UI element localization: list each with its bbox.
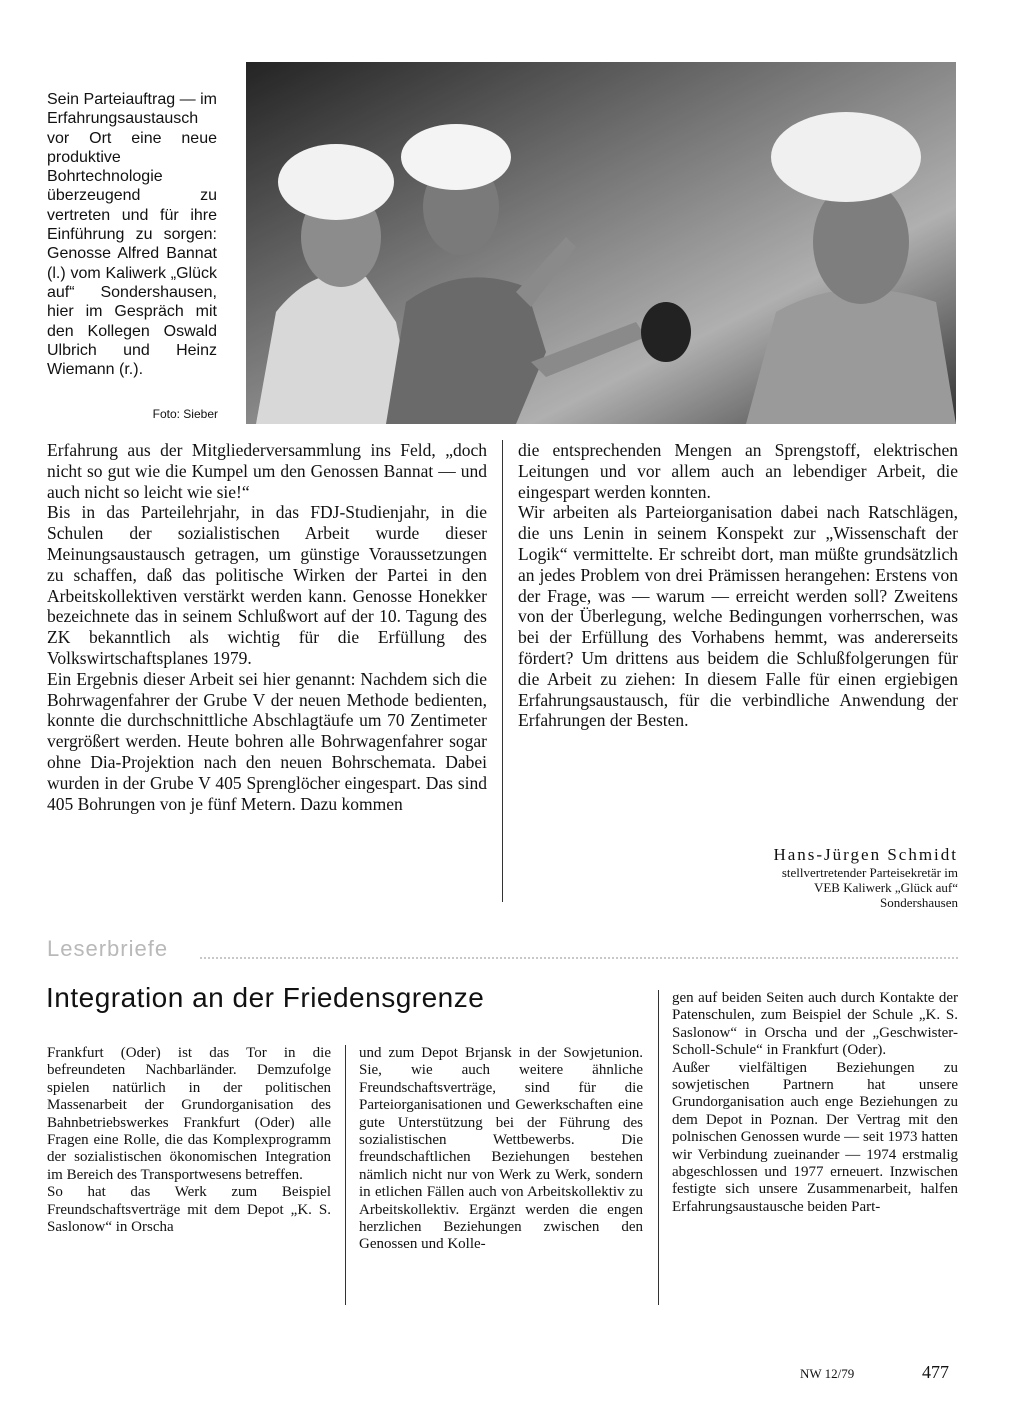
author-block <box>600 845 958 910</box>
section-rule <box>200 957 958 959</box>
letters-column-2 <box>359 1045 643 1254</box>
article-paragraph: Ein Ergebnis dieser Arbeit sei hier genannt: Nachdem sich die Bohrwagenfahrer der Grube V der neuen Methode bedienten, konnte die durchschnittliche Abschlagtäufe um 70 Zentimeter vergrößert werden. Heute bohren alle Bohrwagenfahrer sogar ohne Dia-Projektion nach den neuen Bohrschemata. Dabei wurden in der Grube V 405 Sprenglöcher eingespart. Das sind 405 Bohrungen von je fünf Metern. Dazu kommen <box>47 668 487 814</box>
author-name: Hans-Jürgen Schmidt <box>773 845 958 864</box>
article-column-1 <box>47 440 487 814</box>
author-role-line: stellvertretender Parteisekretär im <box>781 865 958 880</box>
article-paragraph: Bis in das Parteilehrjahr, in das FDJ-Studienjahr, in die Schulen der sozialistischen Arbeit wurde dieser Meinungsaustausch getragen, um günstige Voraussetzungen zu schaffen, daß das politische Wirken der Partei in den Arbeitskollektiven verstärkt werden kann. Genosse Honekker bezeichnete das in seinem Schlußwort auf der 10. Tagung des ZK bekanntlich als wichtig für die Erfüllung des Volkswirtschaftsplanes 1979. <box>47 502 487 668</box>
article-paragraph: Wir arbeiten als Parteiorganisation dabei nach Ratschlägen, die uns Lenin in seinem Konspekt zur „Wissenschaft der Logik“ vermittelte. Er schreibt dort, man müßte grundsätzlich an jedes Problem von drei Prämissen herangehen: Erstens von der Frage, was — warum — erreicht werden soll? Zweitens von der Überlegung, welche Bedingungen vorherrschen, was bei der Erfüllung des Vorhabens hemmt, was andererseits fördert? Um drittens aus beidem die Schlußfolgerungen für die Arbeit zu ziehen: In diesem Falle für einen ergiebigen Erfahrungsaustausch, für die verbindliche Anwendung der Erfahrungen der Besten. <box>518 502 958 731</box>
letters-paragraph: und zum Depot Brjansk in der Sowjetunion. Sie, wie auch weitere ähnliche Freundschaftsverträge, sind für die Parteiorganisationen und Gewerkschaften eine gute Unterstützung bei der Führung des sozialistischen Wettbewerbs. Die freundschaftlichen Beziehungen bestehen nämlich nicht nur von Werk zu Werk, sondern in etlichen Fällen auch von Arbeitskollektiv zu Arbeitskollektiv. Ergänzt werden die engen herzlichen Beziehungen zwischen den Genossen und Kolle- <box>359 1045 643 1253</box>
photo-credit: Foto: Sieber <box>152 407 218 421</box>
letters-paragraph: gen auf beiden Seiten auch durch Kontakte der Patenschulen, zum Beispiel der Schule „K. S. Saslonow“ in Orscha und der „Geschwister-Scholl-Schule“ in Frankfurt (Oder). <box>672 990 958 1059</box>
headline: Integration an der Friedensgrenze <box>46 982 485 1013</box>
column-divider <box>502 440 503 902</box>
letters-paragraph: Frankfurt (Oder) ist das Tor in die befreundeten Nachbarländer. Demzufolge spielen natürlich in der politischen Massenarbeit der Grundorganisation des Bahnbetriebswerkes Frankfurt (Oder) alle Fragen eine Rolle, die das Komplexprogramm der sozialistischen ökonomischen Integration im Bereich des Transportwesens betreffen. <box>47 1045 331 1183</box>
letters-paragraph: So hat das Werk zum Beispiel Freundschaftsverträge mit dem Depot „K. S. Saslonow“ in Orscha <box>47 1184 331 1236</box>
miners-photo <box>246 62 956 424</box>
issue-label: NW 12/79 <box>800 1366 855 1381</box>
column-divider <box>345 1045 346 1305</box>
author-role-line: Sondershausen <box>880 895 958 910</box>
section-label: Leserbriefe <box>47 936 169 961</box>
photo-caption: Sein Parteiauftrag — im Erfahrungsaustausch vor Ort eine neue produktive Bohrtechnologie überzeugend zu vertreten und für ihre Einführung zu sorgen: Genosse Alfred Bannat (l.) vom Kaliwerk „Glück auf“ Sondershausen, hier im Gespräch mit den Kollegen Oswald Ulbrich und Heinz Wiemann (r.). <box>47 91 217 379</box>
article-paragraph: Erfahrung aus der Mitgliederversammlung ins Feld, „doch nicht so gut wie die Kumpel um den Genossen Bannat — und auch nicht so leicht wie sie!“ <box>47 440 487 502</box>
column-divider <box>658 990 659 1305</box>
author-role-line: VEB Kaliwerk „Glück auf“ <box>813 880 958 895</box>
article-column-2 <box>518 440 958 731</box>
letters-column-1 <box>47 1045 331 1236</box>
letters-column-3 <box>672 990 958 1216</box>
page-number: 477 <box>922 1362 949 1382</box>
article-paragraph: die entsprechenden Mengen an Sprengstoff, elektrischen Leitungen und vor allem auch an lebendiger Arbeit, die eingespart werden konnten. <box>518 440 958 502</box>
letters-paragraph: Außer vielfältigen Beziehungen zu sowjetischen Partnern hat unsere Grundorganisation auch enge Beziehungen zu dem Depot in Poznan. Der Vertrag mit den polnischen Genossen wurde — seit 1973 hatten wir Verbindung zueinander — 1974 erstmalig abgeschlossen und 1977 erneuert. Inzwischen festigte sich unsere Zusammenarbeit, halfen Erfahrungsaustausche beiden Part- <box>672 1059 958 1215</box>
